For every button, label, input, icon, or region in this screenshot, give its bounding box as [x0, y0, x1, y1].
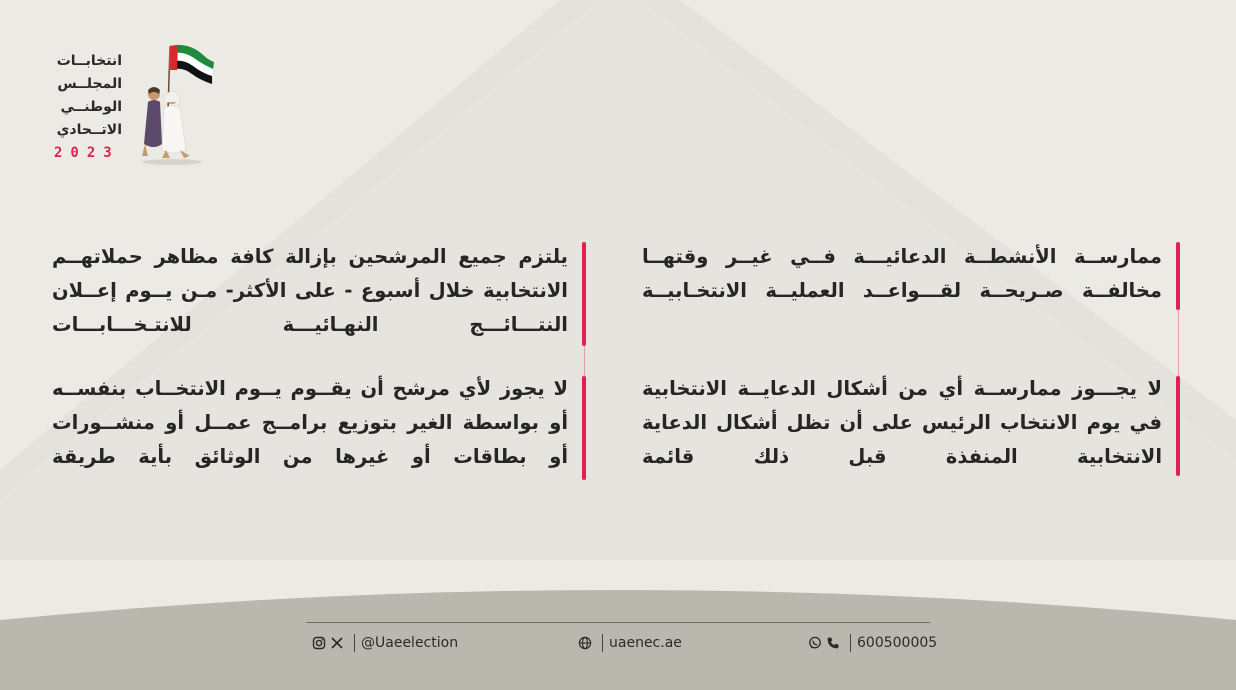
instagram-icon[interactable] [312, 636, 326, 650]
globe-icon [578, 636, 592, 650]
phone-icon[interactable] [826, 636, 840, 650]
website-contact[interactable] [578, 632, 682, 654]
separator [850, 634, 851, 652]
phone-contact[interactable] [808, 632, 937, 654]
separator [354, 634, 355, 652]
rule-campaign-timing: ممارســة الأنشطــة الدعائيـــة فــي غيــر وقتهــا مخالفــة صـريحــة لقـــواعــد العمليــة الانتخـابيــة [642, 245, 1162, 302]
rule-divider-line [1178, 310, 1179, 376]
rule-accent-bar [1176, 242, 1180, 310]
social-handle[interactable]: @Uaeelection [361, 635, 459, 651]
rule-remove-campaign-material: يلتزم جميع المرشحين بإزالة كافة مظاهر حملاتهــم الانتخابية خلال أسبوع - على الأكثر- مـن يــوم إعــلان النتـــائـــج النهـائيـــة للانتـخـــابـــات [52, 245, 568, 336]
social-contact[interactable] [312, 632, 458, 654]
logo-title [52, 50, 122, 142]
website-link[interactable]: uaenec.ae [609, 635, 682, 651]
election-logo [52, 40, 222, 175]
x-icon[interactable] [330, 636, 344, 650]
logo-line-1: انتخابــات [56, 53, 122, 69]
logo-line-3: الوطنــي [60, 99, 122, 115]
phone-number[interactable]: 600500005 [857, 635, 938, 651]
logo-year: 2023 [54, 145, 120, 161]
logo-line-4: الاتــحادي [56, 122, 122, 138]
rule-election-day-advertising: لا يجـــوز ممارســة أي من أشكال الدعايــة الانتخابية في يوم الانتخاب الرئيس على أن تظل أشكال الدعاية الانتخابية المنفذة قبل ذلك قائمة [642, 377, 1162, 468]
footer-divider [306, 622, 930, 623]
rule-election-day-distribution: لا يجوز لأي مرشح أن يقــوم يــوم الانتخــاب بنفســه أو بواسطة الغير بتوزيع برامــج عمــل أو منشــورات أو بطاقات أو غيرها من الوثائق بأية طريقة [52, 377, 568, 468]
whatsapp-icon[interactable] [808, 636, 822, 650]
separator [602, 634, 603, 652]
rule-accent-bar [582, 376, 586, 480]
footer-contacts [306, 622, 938, 662]
rule-divider-line [584, 346, 585, 376]
rule-accent-bar [1176, 376, 1180, 476]
flag-bearers-illustration [128, 40, 224, 170]
uae-flag-icon [170, 45, 214, 84]
rule-accent-bar [582, 242, 586, 346]
logo-line-2: المجلــس [57, 76, 122, 92]
